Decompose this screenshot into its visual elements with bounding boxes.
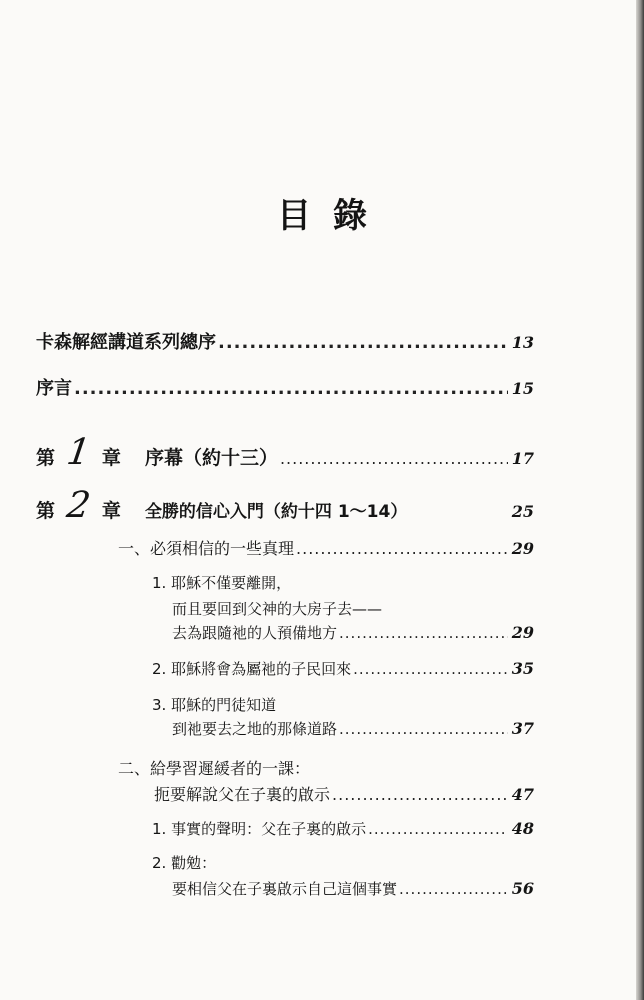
toc-entry-chapter-2[interactable] bbox=[36, 485, 534, 526]
entry-label: 要相信父在子裏啟示自己這個事實 bbox=[172, 880, 398, 898]
toc-entry-series-preface[interactable] bbox=[36, 328, 534, 354]
entry-label: 到祂要去之地的那條道路 bbox=[172, 720, 338, 738]
page-number: 35 bbox=[511, 659, 534, 678]
toc-entry-1-3-line1: 3. 耶穌的門徒知道 bbox=[152, 696, 277, 714]
page-number: 56 bbox=[511, 879, 534, 898]
chapter-unit: 章 bbox=[101, 447, 121, 469]
page-number: 29 bbox=[511, 539, 534, 558]
leader-dots bbox=[280, 449, 508, 468]
leader-dots bbox=[296, 539, 508, 558]
leader-dots bbox=[368, 820, 508, 838]
toc-entry-1-2[interactable] bbox=[152, 658, 534, 679]
toc-entry-chapter-1[interactable] bbox=[36, 432, 534, 473]
entry-label: 序言 bbox=[36, 378, 72, 399]
toc-entry-section-2-line1: 二、給學習遲緩者的一課： bbox=[118, 759, 311, 778]
page-number: 48 bbox=[511, 819, 534, 838]
toc-entry-2-2[interactable] bbox=[172, 878, 534, 899]
leader-dots bbox=[399, 880, 508, 898]
chapter-unit: 章 bbox=[101, 500, 121, 522]
leader-dots bbox=[74, 378, 508, 399]
entry-label: 2. 耶穌將會為屬祂的子民回來 bbox=[152, 660, 352, 678]
toc-entry-1-1-line2: 而且要回到父神的大房子去—— bbox=[172, 600, 383, 618]
page-number: 25 bbox=[511, 502, 534, 521]
chapter-heading bbox=[36, 432, 278, 473]
chapter-prefix: 第 bbox=[36, 447, 56, 469]
chapter-heading bbox=[36, 485, 408, 526]
toc-entry-2-1[interactable] bbox=[152, 818, 534, 839]
page-number: 13 bbox=[511, 333, 534, 352]
page-edge bbox=[636, 0, 644, 1000]
chapter-prefix: 第 bbox=[36, 500, 56, 522]
page-number: 17 bbox=[511, 449, 534, 468]
toc-title: 目錄 bbox=[277, 196, 389, 236]
entry-label: 扼要解說父在子裏的啟示 bbox=[154, 785, 331, 804]
leader-dots bbox=[339, 624, 508, 642]
toc-entry-section-1[interactable] bbox=[118, 536, 534, 559]
toc-entry-preface[interactable] bbox=[36, 374, 534, 400]
toc-entry-1-1[interactable] bbox=[172, 622, 534, 643]
leader-dots bbox=[218, 332, 508, 353]
chapter-title: 序幕（約十三） bbox=[144, 447, 278, 469]
leader-dots bbox=[353, 660, 508, 678]
entry-label: 卡森解經講道系列總序 bbox=[36, 332, 216, 353]
chapter-number: 1 bbox=[64, 432, 93, 473]
leader-dots bbox=[332, 785, 508, 804]
toc-entry-section-2[interactable] bbox=[154, 782, 534, 805]
page-number: 29 bbox=[511, 623, 534, 642]
toc-entry-2-2-line1: 2. 勸勉： bbox=[152, 854, 217, 872]
page-number: 37 bbox=[511, 719, 534, 738]
chapter-number: 2 bbox=[64, 485, 93, 526]
toc-entry-1-3[interactable] bbox=[172, 718, 534, 739]
toc-entry-1-1-line1: 1. 耶穌不僅要離開， bbox=[152, 574, 292, 592]
leader-dots bbox=[339, 720, 508, 738]
page-number: 15 bbox=[511, 379, 534, 398]
entry-label: 一、必須相信的一些真理 bbox=[118, 539, 295, 558]
page-number: 47 bbox=[511, 785, 534, 804]
chapter-title: 全勝的信心入門（約十四 1〜14） bbox=[144, 502, 408, 522]
entry-label: 1. 事實的聲明：父在子裏的啟示 bbox=[152, 820, 367, 838]
entry-label: 去為跟隨祂的人預備地方 bbox=[172, 624, 338, 642]
